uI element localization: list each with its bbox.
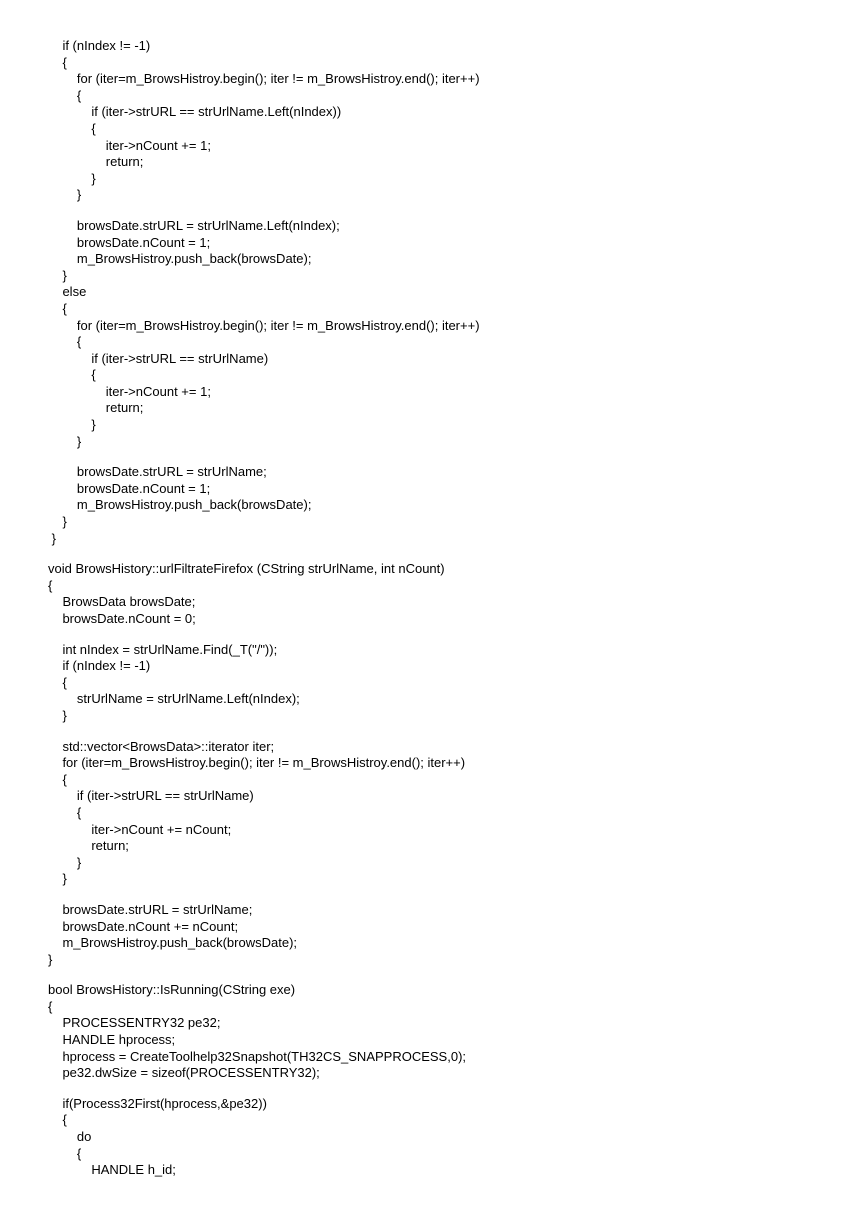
code-line: { — [48, 334, 82, 350]
code-line: { — [48, 300, 67, 316]
code-line: } — [48, 267, 67, 283]
code-line: std::vector<BrowsData>::iterator iter; — [48, 738, 275, 754]
code-line: } — [48, 187, 82, 203]
code-listing — [48, 38, 828, 1179]
code-line: bool BrowsHistory::IsRunning(CString exe) — [48, 982, 296, 998]
code-line: browsDate.nCount = 0; — [48, 611, 196, 626]
code-line: } — [48, 514, 67, 530]
code-line: { — [48, 87, 82, 103]
code-line: } — [48, 854, 82, 870]
code-line: hprocess = CreateToolhelp32Snapshot(TH32CS_SNAPPROCESS,0); — [48, 1048, 467, 1064]
code-line: { — [48, 998, 53, 1014]
code-line: { — [48, 771, 67, 787]
code-line: HANDLE h_id; — [48, 1162, 176, 1178]
code-line: { — [48, 577, 53, 593]
blank-line — [48, 628, 828, 642]
code-line: return; — [48, 838, 129, 854]
code-line: { — [48, 120, 96, 136]
code-line: { — [48, 367, 96, 383]
code-line: for (iter=m_BrowsHistroy.begin(); iter != m_BrowsHistroy.end(); iter++) — [48, 755, 466, 771]
code-line: for (iter=m_BrowsHistroy.begin(); iter != m_BrowsHistroy.end(); iter++) — [48, 317, 480, 333]
blank-line — [48, 888, 828, 902]
code-line: { — [48, 674, 67, 690]
code-line: if(Process32First(hprocess,&pe32)) — [48, 1095, 267, 1111]
code-line: do — [48, 1129, 92, 1145]
code-line: int nIndex = strUrlName.Find(_T("/")); — [48, 641, 278, 657]
code-line: browsDate.strURL = strUrlName; — [48, 464, 267, 480]
code-line: browsDate.nCount = 1; — [48, 480, 211, 496]
code-line: } — [48, 170, 96, 186]
code-line: { — [48, 804, 82, 820]
code-line: iter->nCount += nCount; — [48, 821, 232, 837]
code-line: browsDate.nCount = 1; — [48, 234, 211, 250]
code-line: pe32.dwSize = sizeof(PROCESSENTRY32); — [48, 1065, 320, 1081]
blank-line — [48, 725, 828, 739]
code-line: if (nIndex != -1) — [48, 38, 151, 53]
code-line: { — [48, 1112, 67, 1128]
code-line: if (iter->strURL == strUrlName) — [48, 788, 254, 804]
code-line: iter->nCount += 1; — [48, 137, 211, 153]
code-line: if (iter->strURL == strUrlName.Left(nIndex)) — [48, 104, 342, 120]
blank-line — [48, 204, 828, 218]
code-line: BrowsData browsDate; — [48, 594, 196, 610]
code-line: if (nIndex != -1) — [48, 658, 151, 674]
code-line: browsDate.strURL = strUrlName.Left(nIndex); — [48, 217, 340, 233]
blank-line — [48, 1082, 828, 1096]
code-line: } — [48, 530, 56, 546]
code-line: HANDLE hprocess; — [48, 1032, 176, 1048]
blank-line — [48, 547, 828, 561]
code-line: } — [48, 871, 67, 887]
code-line: } — [48, 417, 96, 433]
code-line: for (iter=m_BrowsHistroy.begin(); iter != m_BrowsHistroy.end(); iter++) — [48, 71, 480, 87]
code-line: m_BrowsHistroy.push_back(browsDate); — [48, 935, 298, 951]
code-line: strUrlName = strUrlName.Left(nIndex); — [48, 691, 300, 707]
code-line: if (iter->strURL == strUrlName) — [48, 350, 269, 366]
code-line: return; — [48, 154, 144, 170]
code-line: PROCESSENTRY32 pe32; — [48, 1015, 221, 1031]
code-line: browsDate.nCount += nCount; — [48, 918, 239, 934]
code-line: { — [48, 1145, 82, 1161]
code-line: m_BrowsHistroy.push_back(browsDate); — [48, 251, 312, 267]
code-line: browsDate.strURL = strUrlName; — [48, 901, 253, 917]
code-line: { — [48, 54, 67, 70]
code-line: } — [48, 433, 82, 449]
code-line: iter->nCount += 1; — [48, 383, 211, 399]
code-line: return; — [48, 400, 144, 416]
code-line: } — [48, 707, 67, 723]
code-line: void BrowsHistory::urlFiltrateFirefox (CString strUrlName, int nCount) — [48, 561, 445, 577]
blank-line — [48, 450, 828, 464]
code-line: } — [48, 951, 53, 967]
blank-line — [48, 968, 828, 982]
code-line: else — [48, 284, 87, 300]
code-line: m_BrowsHistroy.push_back(browsDate); — [48, 497, 312, 513]
